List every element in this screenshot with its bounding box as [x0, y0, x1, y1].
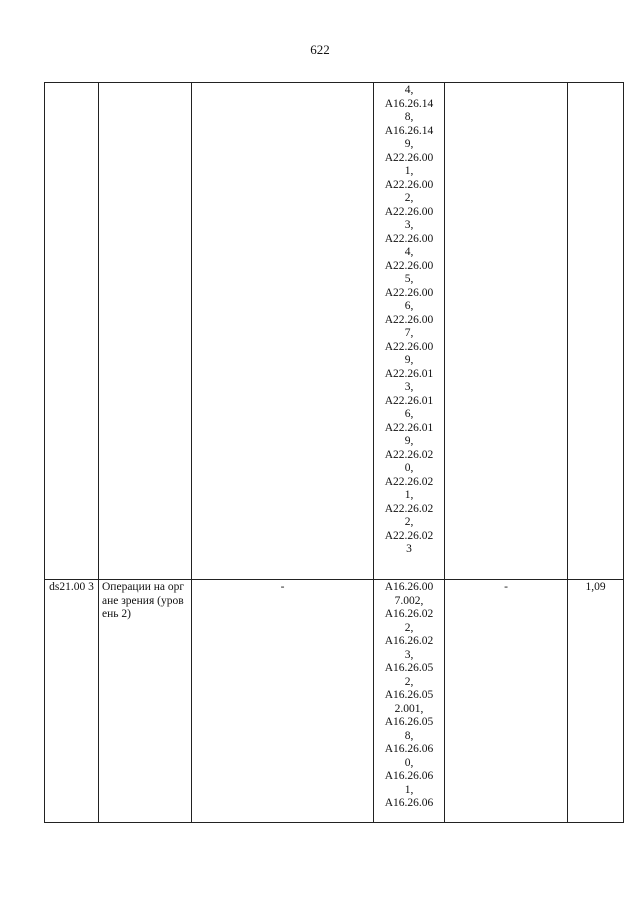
service-code-line: A22.26.00	[384, 340, 434, 353]
service-code-line: A16.26.05	[384, 662, 434, 674]
service-code-line: A16.26.06	[384, 743, 434, 755]
service-codes-cell	[374, 83, 445, 580]
service-code-line: A22.26.00	[384, 178, 434, 191]
service-code-line: A22.26.00	[384, 205, 434, 218]
service-code-line: 6,	[404, 408, 414, 420]
service-code-line: 6,	[404, 300, 414, 312]
service-code-line: A22.26.02	[384, 475, 434, 488]
service-code-line: 2,	[404, 621, 414, 634]
service-code-line: A22.26.01	[384, 394, 434, 407]
coefficient-cell	[568, 83, 624, 580]
service-code-line: A16.26.06	[384, 797, 434, 809]
service-code-line: 3,	[404, 648, 414, 661]
service-code-line: 7,	[404, 327, 414, 339]
service-code-line: 8,	[404, 729, 414, 742]
service-codes-list	[377, 84, 441, 557]
service-code-line: 2.001,	[394, 702, 424, 715]
service-code-line: A22.26.00	[384, 286, 434, 299]
ksg-name-cell: Операции на органе зрения (уровень 2)	[99, 580, 192, 823]
service-code-line: A22.26.00	[384, 259, 434, 272]
coefficient-cell: 1,09	[568, 580, 624, 823]
service-code-line: 5,	[404, 273, 414, 285]
service-code-line: A22.26.01	[384, 421, 434, 434]
service-code-line: 0,	[404, 756, 414, 769]
ksg-code-cell	[45, 83, 99, 580]
service-code-line: A16.26.05	[384, 689, 434, 701]
page-number: 622	[310, 42, 330, 57]
service-code-line: 4,	[404, 246, 414, 258]
service-code-line: 3,	[404, 381, 414, 393]
service-code-line: 8,	[404, 111, 414, 123]
service-code-line: A22.26.00	[384, 151, 434, 164]
additional-criteria-cell	[445, 83, 568, 580]
service-code-line: A22.26.00	[384, 232, 434, 245]
service-code-line: 9,	[404, 354, 414, 366]
service-code-line: 2,	[404, 675, 414, 688]
service-code-line: A22.26.02	[384, 502, 434, 515]
service-code-line: A22.26.00	[384, 313, 434, 326]
additional-criteria-cell: -	[445, 580, 568, 823]
service-code-line: 9,	[404, 435, 414, 447]
table-row	[45, 83, 624, 580]
service-code-line: 1,	[404, 165, 414, 177]
service-code-line: A16.26.02	[384, 608, 434, 620]
diagnosis-codes-cell: -	[192, 580, 374, 823]
service-code-line: 4,	[404, 84, 414, 96]
ksg-name-cell	[99, 83, 192, 580]
service-code-line: 2,	[404, 192, 414, 204]
service-code-line: A16.26.02	[384, 635, 434, 647]
service-code-line: A16.26.05	[384, 716, 434, 728]
service-code-line: A16.26.14	[384, 124, 434, 137]
service-code-line: A16.26.14	[384, 97, 434, 110]
service-code-line: A22.26.02	[384, 529, 434, 542]
ksg-code-cell: ds21.00 3	[45, 580, 99, 823]
service-code-line: A16.26.00	[384, 581, 434, 593]
service-code-line: 9,	[404, 138, 414, 150]
service-code-line: A22.26.02	[384, 448, 434, 461]
service-code-line: 2,	[404, 516, 414, 528]
tariff-table	[44, 82, 624, 823]
diagnosis-codes-cell	[192, 83, 374, 580]
service-code-line: A16.26.06	[384, 770, 434, 782]
service-code-line: 7.002,	[394, 594, 424, 607]
service-code-line: A22.26.01	[384, 367, 434, 380]
service-code-line: 3	[406, 543, 412, 555]
service-code-line: 3,	[404, 219, 414, 231]
service-code-line: 1,	[404, 783, 414, 796]
table-row	[45, 580, 624, 823]
service-codes-list	[377, 581, 441, 811]
service-codes-cell	[374, 580, 445, 823]
service-code-line: 0,	[404, 462, 414, 474]
service-code-line: 1,	[404, 489, 414, 501]
